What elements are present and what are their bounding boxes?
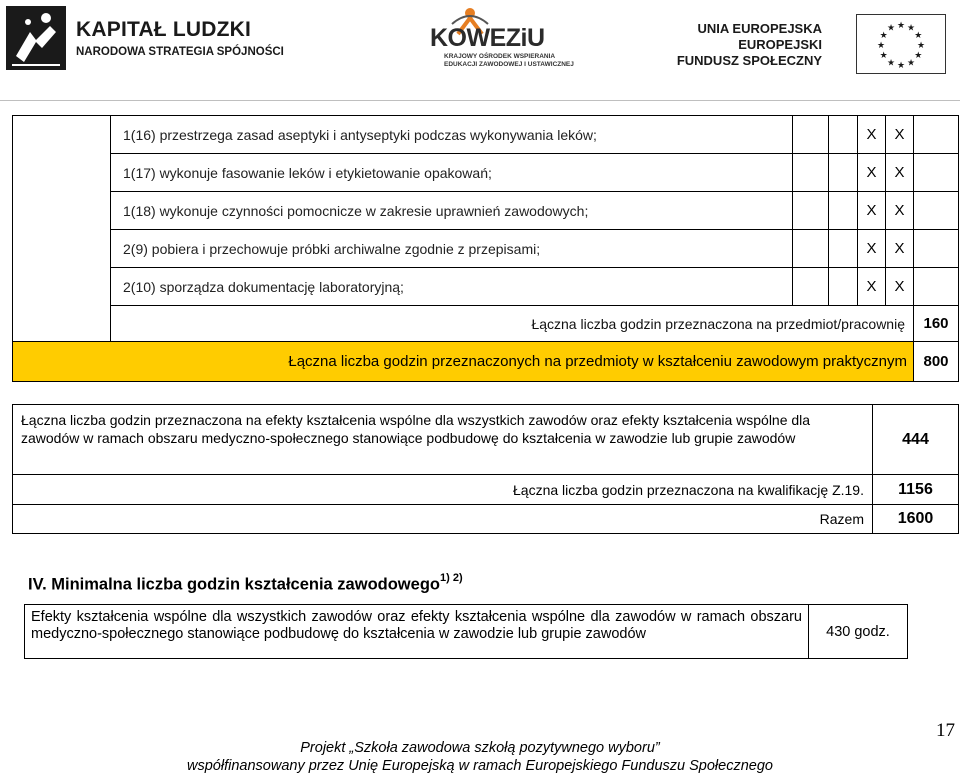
section-iv-title-text: IV. Minimalna liczba godzin kształcenia zawodowego xyxy=(28,575,440,594)
eu-star-icon: ★ xyxy=(916,40,926,50)
section-iv-footnote-ref: 1) 2) xyxy=(439,572,463,584)
empty-cell xyxy=(914,192,959,230)
page-number: 17 xyxy=(936,720,955,741)
outcome-label: 1(18) wykonuje czynności pomocnicze w zakresie uprawnień zawodowych; xyxy=(111,192,793,230)
subject-total-label: Łączna liczba godzin przeznaczona na przedmiot/pracownię xyxy=(111,306,914,342)
footer-project-line: Projekt „Szkoła zawodowa szkołą pozytywnego wyboru” xyxy=(300,740,660,756)
minimum-hours-value: 430 godz. xyxy=(809,605,908,659)
common-outcomes-desc: Łączna liczba godzin przeznaczona na efekty kształcenia wspólne dla wszystkich zawodów oraz efekty kształcenia wspólne dla zawodów w ramach obszaru medyczno-społecznego stanowiące podbudowę do kształcenia w zawodzie lub grupie zawodów xyxy=(13,405,873,475)
kapital-ludzki-title: KAPITAŁ LUDZKI xyxy=(76,18,252,41)
outcome-row xyxy=(13,154,959,192)
empty-cell xyxy=(793,268,829,306)
footer-funding-line: współfinansowany przez Unię Europejską w ramach Europejskiego Funduszu Społecznego xyxy=(187,758,773,774)
eu-star-icon: ★ xyxy=(886,22,896,33)
ue-line3: FUNDUSZ SPOŁECZNY xyxy=(676,53,822,68)
eu-star-icon: ★ xyxy=(879,50,888,60)
koweziu-subtitle xyxy=(444,53,574,69)
empty-code-cell xyxy=(13,116,111,342)
outcome-row xyxy=(13,268,959,306)
outcome-mark: X xyxy=(858,230,886,268)
outcome-mark: X xyxy=(858,116,886,154)
outcome-mark: X xyxy=(858,192,886,230)
empty-cell xyxy=(829,116,858,154)
practical-total-value: 800 xyxy=(914,342,959,382)
eu-star-icon: ★ xyxy=(914,50,923,60)
minimum-hours-table xyxy=(24,604,908,659)
outcome-mark: X xyxy=(886,230,914,268)
eu-star-icon: ★ xyxy=(906,22,916,33)
common-outcomes-row xyxy=(13,405,959,475)
outcome-label: 1(17) wykonuje fasowanie leków i etykietowanie opakowań; xyxy=(111,154,793,192)
outcome-mark: X xyxy=(858,154,886,192)
empty-cell xyxy=(914,116,959,154)
empty-cell xyxy=(829,230,858,268)
eu-star-icon: ★ xyxy=(896,20,906,30)
section-iv-title xyxy=(28,574,463,595)
outcome-mark: X xyxy=(858,268,886,306)
ue-line2: EUROPEJSKI xyxy=(738,37,822,52)
koweziu-subtitle-line2: EDUKACJI ZAWODOWEJ I USTAWICZNEJ xyxy=(444,61,574,68)
qualification-label: Łączna liczba godzin przeznaczona na kwalifikację Z.19. xyxy=(13,475,873,505)
eu-star-icon: ★ xyxy=(879,30,888,40)
practical-total-label: Łączna liczba godzin przeznaczonych na przedmioty w kształceniu zawodowym praktycznym xyxy=(13,342,914,382)
kapital-ludzki-emblem-icon xyxy=(6,6,66,70)
eu-star-icon: ★ xyxy=(906,57,916,68)
outcome-row xyxy=(13,116,959,154)
eu-star-icon: ★ xyxy=(886,57,896,68)
eu-flag-icon xyxy=(856,14,946,74)
subject-total-value: 160 xyxy=(914,306,959,342)
minimum-hours-desc: Efekty kształcenia wspólne dla wszystkich zawodów oraz efekty kształcenia wspólne dla zawodów w ramach obszaru medyczno-społecznego stanowiące podbudowę do kształcenia w zawodzie lub grupie zawodów xyxy=(25,605,809,659)
hours-summary-table xyxy=(12,404,959,534)
total-value: 1600 xyxy=(873,505,959,534)
outcome-mark: X xyxy=(886,268,914,306)
empty-cell xyxy=(914,154,959,192)
empty-cell xyxy=(829,192,858,230)
kapital-ludzki-logo xyxy=(6,6,284,70)
koweziu-logo xyxy=(430,12,574,74)
outcome-mark: X xyxy=(886,192,914,230)
learning-outcomes-table xyxy=(12,115,959,382)
subject-total-row xyxy=(13,306,959,342)
outcome-row xyxy=(13,192,959,230)
common-outcomes-value: 444 xyxy=(873,405,959,475)
empty-cell xyxy=(829,154,858,192)
empty-cell xyxy=(793,192,829,230)
total-row xyxy=(13,505,959,534)
empty-cell xyxy=(914,268,959,306)
qualification-row xyxy=(13,475,959,505)
empty-cell xyxy=(829,268,858,306)
ue-logo xyxy=(676,10,950,74)
empty-cell xyxy=(914,230,959,268)
outcome-mark: X xyxy=(886,154,914,192)
empty-cell xyxy=(793,230,829,268)
empty-cell xyxy=(793,154,829,192)
minimum-hours-row xyxy=(25,605,908,659)
outcome-label: 2(10) sporządza dokumentację laboratoryjną; xyxy=(111,268,793,306)
eu-star-icon: ★ xyxy=(876,40,886,50)
total-label: Razem xyxy=(13,505,873,534)
outcome-label: 1(16) przestrzega zasad aseptyki i antyseptyki podczas wykonywania leków; xyxy=(111,116,793,154)
outcome-mark: X xyxy=(886,116,914,154)
empty-cell xyxy=(793,116,829,154)
eu-star-icon: ★ xyxy=(896,60,906,70)
qualification-value: 1156 xyxy=(873,475,959,505)
practical-total-row xyxy=(13,342,959,382)
ue-line1: UNIA EUROPEJSKA xyxy=(697,21,822,36)
outcome-row xyxy=(13,230,959,268)
eu-star-icon: ★ xyxy=(914,30,923,40)
outcome-label: 2(9) pobiera i przechowuje próbki archiwalne zgodnie z przepisami; xyxy=(111,230,793,268)
koweziu-subtitle-line1: KRAJOWY OŚRODEK WSPIERANIA xyxy=(444,53,556,60)
kapital-ludzki-subtitle: NARODOWA STRATEGIA SPÓJNOŚCI xyxy=(76,46,284,58)
page-header xyxy=(0,0,960,101)
koweziu-title: KOWEZiU xyxy=(430,24,545,52)
